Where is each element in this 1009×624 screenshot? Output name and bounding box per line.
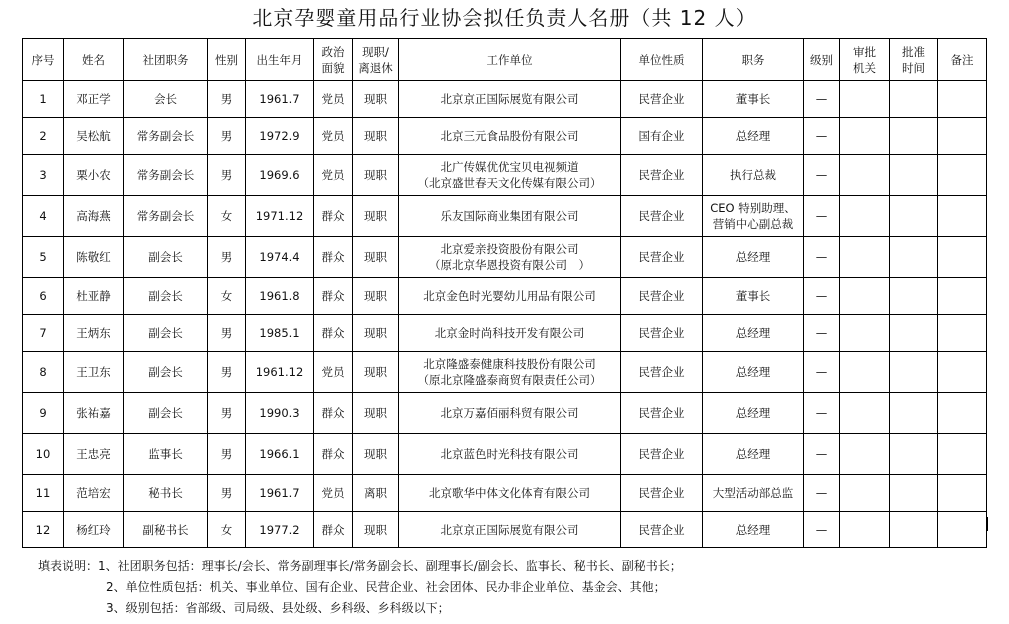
table-row: [23, 475, 987, 512]
table-edge-mark: [986, 517, 988, 531]
cell-approval: [840, 352, 890, 393]
cell-remark: [938, 352, 987, 393]
cell-name: 陈敬红: [64, 237, 124, 278]
position-line: 营销中心副总裁: [712, 217, 794, 231]
cell-level: —: [804, 512, 840, 548]
cell-role: 副会长: [124, 352, 208, 393]
header-birth: 出生年月: [246, 39, 314, 81]
cell-gender: 男: [208, 434, 246, 475]
cell-birth: 1961.7: [246, 475, 314, 512]
table-row: [23, 196, 987, 237]
cell-gender: 男: [208, 237, 246, 278]
cell-role: 副会长: [124, 393, 208, 434]
header-row: [23, 39, 987, 81]
cell-gender: 男: [208, 118, 246, 155]
cell-role: 会长: [124, 81, 208, 118]
cell-name: 高海燕: [64, 196, 124, 237]
cell-status: 现职: [353, 434, 399, 475]
cell-name: 杨红玲: [64, 512, 124, 548]
cell-position: [703, 196, 804, 237]
cell-approval-time: [890, 315, 938, 352]
cell-politics: 党员: [314, 155, 353, 196]
cell-position: 总经理: [703, 434, 804, 475]
cell-position: 大型活动部总监: [703, 475, 804, 512]
cell-employer: 北京京正国际展览有限公司: [399, 81, 621, 118]
cell-role: 常务副会长: [124, 196, 208, 237]
cell-employer: [399, 237, 621, 278]
cell-role: 副会长: [124, 278, 208, 315]
document-title: 北京孕婴童用品行业协会拟任负责人名册（共 12 人）: [252, 6, 757, 30]
cell-politics: 党员: [314, 475, 353, 512]
cell-status: 现职: [353, 237, 399, 278]
cell-level: —: [804, 352, 840, 393]
cell-org-type: 民营企业: [621, 155, 703, 196]
cell-remark: [938, 118, 987, 155]
header-politics-line1: 政治: [321, 44, 345, 59]
cell-birth: 1977.2: [246, 512, 314, 548]
cell-position: 总经理: [703, 237, 804, 278]
cell-politics: 群众: [314, 315, 353, 352]
cell-name: 杜亚静: [64, 278, 124, 315]
cell-approval-time: [890, 118, 938, 155]
cell-approval-time: [890, 237, 938, 278]
cell-employer: 乐友国际商业集团有限公司: [399, 196, 621, 237]
cell-remark: [938, 393, 987, 434]
cell-no: 12: [23, 512, 64, 548]
cell-birth: 1971.12: [246, 196, 314, 237]
cell-employer: [399, 155, 621, 196]
cell-position: 董事长: [703, 278, 804, 315]
cell-politics: 群众: [314, 196, 353, 237]
cell-employer: [399, 352, 621, 393]
note-line: 2、单位性质包括：机关、事业单位、国有企业、民营企业、社会团体、民办非企业单位、基金会、其他；: [106, 580, 666, 594]
cell-remark: [938, 81, 987, 118]
cell-role: 监事长: [124, 434, 208, 475]
header-status-line1: 现职/: [362, 44, 389, 59]
cell-level: —: [804, 315, 840, 352]
cell-remark: [938, 237, 987, 278]
cell-gender: 男: [208, 393, 246, 434]
table-row: [23, 155, 987, 196]
cell-name: 王忠亮: [64, 434, 124, 475]
cell-no: 2: [23, 118, 64, 155]
cell-approval: [840, 315, 890, 352]
cell-org-type: 民营企业: [621, 81, 703, 118]
cell-name: 范培宏: [64, 475, 124, 512]
cell-name: 王卫东: [64, 352, 124, 393]
cell-birth: 1972.9: [246, 118, 314, 155]
cell-politics: 党员: [314, 352, 353, 393]
cell-no: 7: [23, 315, 64, 352]
cell-employer: 北京金色时光婴幼儿用品有限公司: [399, 278, 621, 315]
cell-gender: 女: [208, 278, 246, 315]
cell-employer: 北京蓝色时光科技有限公司: [399, 434, 621, 475]
table-row: [23, 393, 987, 434]
cell-role: 常务副会长: [124, 118, 208, 155]
cell-org-type: 民营企业: [621, 475, 703, 512]
cell-status: 现职: [353, 512, 399, 548]
cell-org-type: 民营企业: [621, 512, 703, 548]
cell-approval: [840, 118, 890, 155]
cell-remark: [938, 475, 987, 512]
cell-approval-time: [890, 512, 938, 548]
cell-org-type: 民营企业: [621, 315, 703, 352]
table-row: [23, 434, 987, 475]
header-status-line2: 离退休: [358, 60, 393, 75]
employer-line: 北广传媒优优宝贝电视频道: [440, 160, 579, 174]
position-line: CEO 特别助理、: [710, 201, 796, 215]
header-approval-line1: 审批: [853, 44, 876, 59]
cell-gender: 女: [208, 196, 246, 237]
header-remark: 备注: [938, 39, 987, 81]
header-approval-line2: 机关: [853, 60, 876, 75]
cell-level: —: [804, 475, 840, 512]
table-row: [23, 315, 987, 352]
cell-role: 副秘书长: [124, 512, 208, 548]
cell-org-type: 民营企业: [621, 352, 703, 393]
cell-status: 现职: [353, 278, 399, 315]
header-approval-time-line2: 时间: [902, 60, 925, 75]
header-status: [353, 39, 399, 81]
table-row: [23, 352, 987, 393]
table-row: [23, 81, 987, 118]
cell-politics: 群众: [314, 434, 353, 475]
cell-no: 11: [23, 475, 64, 512]
cell-name: 邓正学: [64, 81, 124, 118]
cell-name: 栗小农: [64, 155, 124, 196]
cell-birth: 1985.1: [246, 315, 314, 352]
cell-approval-time: [890, 81, 938, 118]
cell-role: 副会长: [124, 315, 208, 352]
cell-approval-time: [890, 196, 938, 237]
header-approval-time: [890, 39, 938, 81]
employer-former-name: （原北京隆盛泰商贸有限责任公司）: [417, 373, 602, 387]
cell-org-type: 民营企业: [621, 237, 703, 278]
cell-name: 王炳东: [64, 315, 124, 352]
cell-status: 现职: [353, 118, 399, 155]
cell-approval: [840, 237, 890, 278]
employer-former-name: （原北京华恩投资有限公司 ）: [429, 258, 590, 272]
cell-status: 现职: [353, 81, 399, 118]
cell-position: 总经理: [703, 512, 804, 548]
cell-approval-time: [890, 155, 938, 196]
cell-employer: 北京京正国际展览有限公司: [399, 512, 621, 548]
roster-table: [22, 38, 987, 548]
cell-org-type: 民营企业: [621, 196, 703, 237]
cell-level: —: [804, 434, 840, 475]
header-politics-line2: 面貌: [321, 60, 345, 75]
cell-role: 秘书长: [124, 475, 208, 512]
cell-status: 现职: [353, 155, 399, 196]
cell-position: 总经理: [703, 315, 804, 352]
cell-no: 4: [23, 196, 64, 237]
cell-position: 总经理: [703, 118, 804, 155]
cell-position: 董事长: [703, 81, 804, 118]
cell-approval: [840, 512, 890, 548]
header-role: 社团职务: [124, 39, 208, 81]
cell-level: —: [804, 393, 840, 434]
cell-approval: [840, 81, 890, 118]
cell-politics: 群众: [314, 237, 353, 278]
cell-status: 现职: [353, 315, 399, 352]
cell-remark: [938, 278, 987, 315]
cell-remark: [938, 315, 987, 352]
cell-org-type: 民营企业: [621, 393, 703, 434]
cell-position: 总经理: [703, 393, 804, 434]
cell-org-type: 国有企业: [621, 118, 703, 155]
cell-level: —: [804, 118, 840, 155]
cell-gender: 男: [208, 81, 246, 118]
cell-politics: 党员: [314, 81, 353, 118]
cell-level: —: [804, 81, 840, 118]
cell-remark: [938, 512, 987, 548]
note-line: 3、级别包括：省部级、司局级、县处级、乡科级、乡科级以下；: [106, 601, 450, 615]
cell-approval: [840, 434, 890, 475]
cell-no: 6: [23, 278, 64, 315]
employer-line: 北京爱亲投资股份有限公司: [440, 242, 579, 256]
cell-gender: 男: [208, 315, 246, 352]
cell-name: 吴松航: [64, 118, 124, 155]
cell-politics: 群众: [314, 512, 353, 548]
cell-no: 8: [23, 352, 64, 393]
cell-status: 现职: [353, 393, 399, 434]
cell-level: —: [804, 196, 840, 237]
cell-no: 3: [23, 155, 64, 196]
cell-role: 副会长: [124, 237, 208, 278]
cell-birth: 1961.12: [246, 352, 314, 393]
form-notes: [38, 556, 682, 619]
cell-gender: 男: [208, 475, 246, 512]
cell-approval-time: [890, 475, 938, 512]
cell-gender: 女: [208, 512, 246, 548]
cell-no: 10: [23, 434, 64, 475]
header-no: 序号: [23, 39, 64, 81]
cell-level: —: [804, 278, 840, 315]
employer-line: 北京隆盛泰健康科技股份有限公司: [423, 357, 596, 371]
cell-approval-time: [890, 434, 938, 475]
table-row: [23, 237, 987, 278]
cell-birth: 1969.6: [246, 155, 314, 196]
cell-birth: 1961.8: [246, 278, 314, 315]
cell-approval: [840, 475, 890, 512]
cell-no: 9: [23, 393, 64, 434]
header-name: 姓名: [64, 39, 124, 81]
cell-approval: [840, 196, 890, 237]
note-line: 填表说明：1、社团职务包括：理事长/会长、常务副理事长/常务副会长、副理事长/副会长、监事长、秘书长、副秘书长；: [38, 559, 682, 573]
cell-approval: [840, 278, 890, 315]
cell-approval-time: [890, 393, 938, 434]
cell-approval: [840, 393, 890, 434]
cell-approval-time: [890, 352, 938, 393]
employer-former-name: （北京盛世春天文化传媒有限公司）: [417, 176, 602, 190]
cell-politics: 群众: [314, 393, 353, 434]
cell-position: 总经理: [703, 352, 804, 393]
cell-remark: [938, 155, 987, 196]
cell-employer: 北京金时尚科技开发有限公司: [399, 315, 621, 352]
header-level: 级别: [804, 39, 840, 81]
cell-birth: 1974.4: [246, 237, 314, 278]
cell-remark: [938, 196, 987, 237]
cell-birth: 1961.7: [246, 81, 314, 118]
cell-status: 离职: [353, 475, 399, 512]
cell-politics: 党员: [314, 118, 353, 155]
header-approval: [840, 39, 890, 81]
cell-position: 执行总裁: [703, 155, 804, 196]
cell-politics: 群众: [314, 278, 353, 315]
cell-level: —: [804, 237, 840, 278]
cell-status: 现职: [353, 196, 399, 237]
table-row: [23, 278, 987, 315]
cell-level: —: [804, 155, 840, 196]
table-row: [23, 118, 987, 155]
header-politics: [314, 39, 353, 81]
header-gender: 性别: [208, 39, 246, 81]
cell-gender: 男: [208, 155, 246, 196]
cell-approval: [840, 155, 890, 196]
cell-birth: 1966.1: [246, 434, 314, 475]
cell-employer: 北京万嘉佰丽科贸有限公司: [399, 393, 621, 434]
cell-employer: 北京歌华中体文化体育有限公司: [399, 475, 621, 512]
cell-role: 常务副会长: [124, 155, 208, 196]
cell-org-type: 民营企业: [621, 434, 703, 475]
header-employer: 工作单位: [399, 39, 621, 81]
cell-no: 1: [23, 81, 64, 118]
header-org-type: 单位性质: [621, 39, 703, 81]
cell-birth: 1990.3: [246, 393, 314, 434]
cell-employer: 北京三元食品股份有限公司: [399, 118, 621, 155]
cell-no: 5: [23, 237, 64, 278]
cell-approval-time: [890, 278, 938, 315]
header-approval-time-line1: 批准: [902, 44, 925, 59]
cell-gender: 男: [208, 352, 246, 393]
cell-remark: [938, 434, 987, 475]
cell-status: 现职: [353, 352, 399, 393]
cell-name: 张祐嘉: [64, 393, 124, 434]
cell-org-type: 民营企业: [621, 278, 703, 315]
table-row: [23, 512, 987, 548]
header-position: 职务: [703, 39, 804, 81]
